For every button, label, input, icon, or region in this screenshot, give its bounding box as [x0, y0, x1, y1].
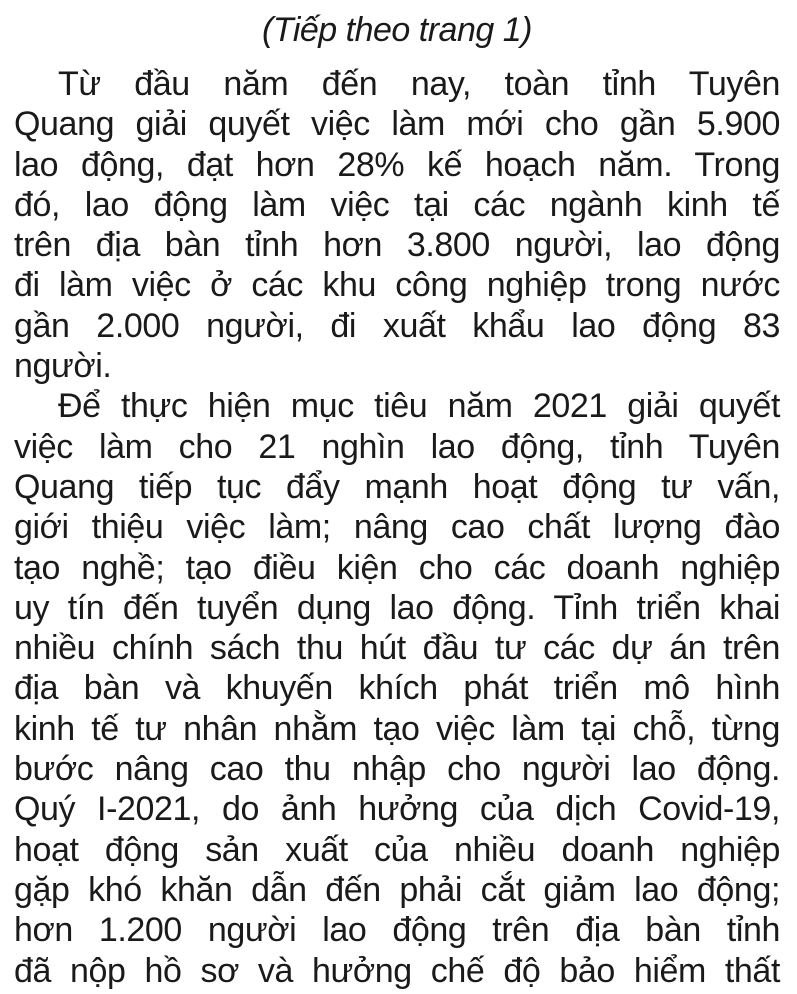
text-line: gặp khó khăn dẫn đến phải cắt giảm lao động;: [14, 870, 780, 909]
text-line: giới thiệu việc làm; nâng cao chất lượng đào: [14, 508, 780, 547]
paragraph-1: [14, 64, 780, 386]
text-line: hoạt động sản xuất của nhiều doanh nghiệp: [14, 830, 780, 869]
text-line: kinh tế tư nhân nhằm tạo việc làm tại chỗ, từng: [14, 709, 780, 748]
text-line: lao động, đạt hơn 28% kế hoạch năm. Trong: [14, 145, 780, 184]
text-line: đã nộp hồ sơ và hưởng chế độ bảo hiểm thất: [14, 951, 780, 990]
continued-from-page-label: (Tiếp theo trang 1): [262, 11, 532, 49]
text-line: bước nâng cao thu nhập cho người lao động.: [14, 750, 780, 789]
text-line: đi làm việc ở các khu công nghiệp trong nước: [14, 266, 780, 305]
text-line: nhiều chính sách thu hút đầu tư các dự án trên: [14, 629, 780, 668]
text-line: Để thực hiện mục tiêu năm 2021 giải quyết: [58, 387, 780, 426]
text-line: gần 2.000 người, đi xuất khẩu lao động 83: [14, 306, 780, 345]
text-line: Quang tiếp tục đẩy mạnh hoạt động tư vấn,: [14, 467, 780, 506]
text-line: việc làm cho 21 nghìn lao động, tỉnh Tuyên: [14, 427, 780, 466]
text-line: uy tín đến tuyển dụng lao động. Tỉnh triển khai: [14, 588, 780, 627]
text-line: Quang giải quyết việc làm mới cho gần 5.900: [14, 105, 780, 144]
text-line: đó, lao động làm việc tại các ngành kinh tế: [14, 185, 780, 224]
text-line: người.: [14, 347, 112, 386]
text-line: Từ đầu năm đến nay, toàn tỉnh Tuyên: [58, 65, 780, 103]
text-line: hơn 1.200 người lao động trên địa bàn tỉnh: [14, 911, 780, 950]
text-line: Quý I-2021, do ảnh hưởng của dịch Covid-19,: [14, 790, 780, 829]
text-line: tạo nghề; tạo điều kiện cho các doanh nghiệp: [14, 548, 780, 587]
article-column: [14, 4, 780, 991]
text-line: địa bàn và khuyến khích phát triển mô hình: [14, 669, 780, 708]
paragraph-2: [14, 386, 780, 990]
text-line: trên địa bàn tỉnh hơn 3.800 người, lao động: [14, 226, 780, 265]
